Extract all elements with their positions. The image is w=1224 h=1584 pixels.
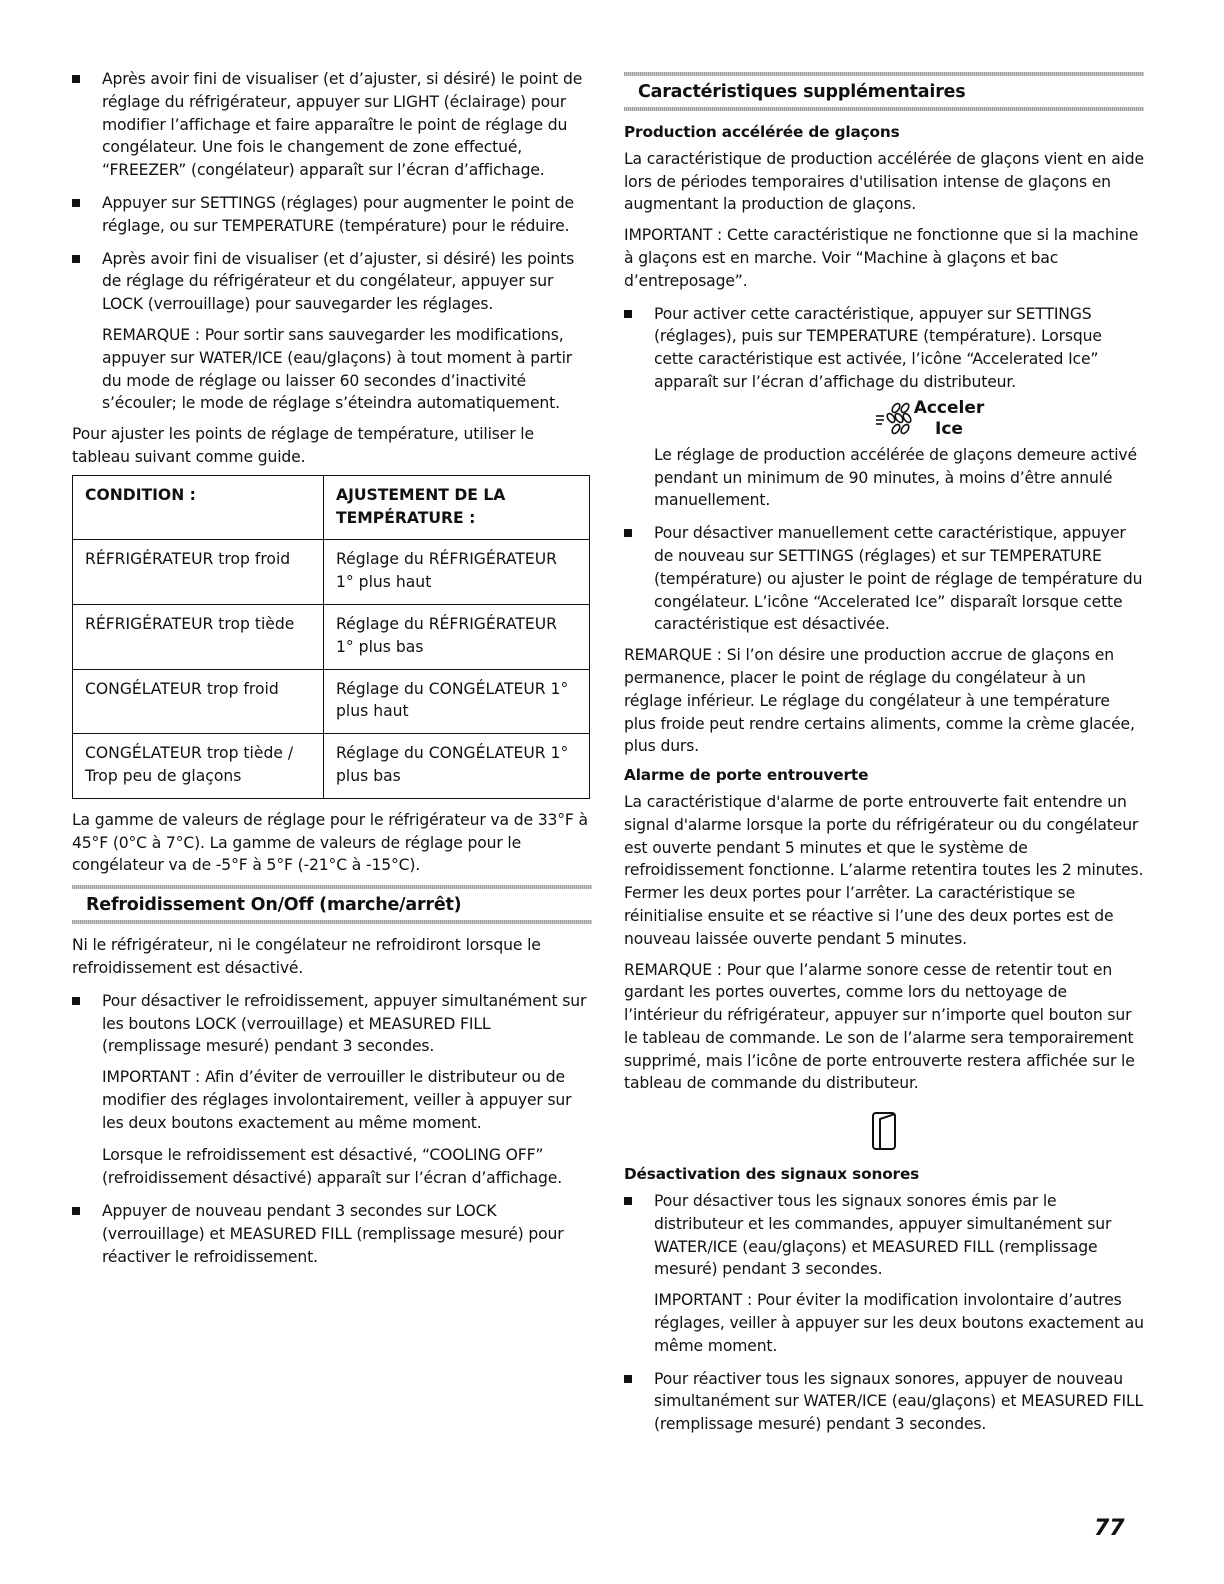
bullet-accel-ice-deactivate: Pour désactiver manuellement cette caractéristique, appuyer de nouveau sur SETTINGS (réglages) et sur TEMPERATURE (température) ou ajuster le point de réglage de température du congélateur. L’icône “Accelerated Ice” disparaît lorsque cette caractéristique est désactivée. [624, 522, 1144, 636]
table-row [73, 669, 590, 734]
cell-condition: RÉFRIGÉRATEUR trop tiède [73, 604, 324, 669]
bullet-settings-temperature: Appuyer sur SETTINGS (réglages) pour augmenter le point de réglage, ou sur TEMPERATURE (température) pour le réduire. [72, 192, 592, 238]
cooling-off-note: Lorsque le refroidissement est désactivé, “COOLING OFF” (refroidissement désactivé) apparaît sur l’écran d’affichage. [102, 1146, 562, 1188]
cell-condition: CONGÉLATEUR trop froid [73, 669, 324, 734]
cell-adjustment: Réglage du CONGÉLATEUR 1° plus haut [324, 669, 590, 734]
page-number: 77 [1094, 1516, 1125, 1541]
right-column [624, 68, 1144, 1446]
bullet-accel-ice-activate: Pour activer cette caractéristique, appuyer sur SETTINGS (réglages), puis sur TEMPERATURE (température). Lorsque cette caractéristique est activée, l’icône “Accelerated Ice” apparaît sur l’écran d’affichage du distributeur. [624, 303, 1144, 394]
accel-ice-important: IMPORTANT : Cette caractéristique ne fonctionne que si la machine à glaçons est en marche. Voir “Machine à glaçons et bac d’entreposage”. [624, 226, 1139, 290]
table-row [73, 734, 590, 799]
bullet-cooling-disable: Pour désactiver le refroidissement, appuyer simultanément sur les boutons LOCK (verrouillage) et MEASURED FILL (remplissage mesuré) pendant 3 secondes. [72, 990, 592, 1058]
door-ajar-icon [871, 1111, 897, 1151]
left-column [72, 68, 592, 1278]
subhead-door-alarm: Alarme de porte entrouverte [624, 766, 869, 785]
ice-cubes-icon [874, 401, 914, 437]
sounds-important: IMPORTANT : Pour éviter la modification involontaire d’autres réglages, veiller à appuyer sur les deux boutons exactement au même moment. [654, 1291, 1144, 1355]
header-adjustment: AJUSTEMENT DE LA TEMPÉRATURE : [324, 475, 590, 540]
section-header-features [624, 72, 1144, 111]
section-title-cooling: Refroidissement On/Off (marche/arrêt) [86, 895, 462, 916]
door-alarm-remarque: REMARQUE : Pour que l’alarme sonore cesse de retentir tout en gardant les portes ouvertes, comme lors du nettoyage de l’intérieur du réfrigérateur, appuyer sur n’importe quel bouton sur le tableau de commande. Le son de l’alarme sera temporairement supprimé, mais l’icône de porte entrouverte restera affichée sur le tableau de commande du distributeur. [624, 960, 1135, 1093]
cell-condition: RÉFRIGÉRATEUR trop froid [73, 540, 324, 605]
bullet-freezer-display: Après avoir fini de visualiser (et d’ajuster, si désiré) le point de réglage du réfrigérateur, appuyer sur LIGHT (éclairage) pour modifier l’affichage et faire apparaître le point de réglage du congélateur. Une fois le changement de zone effectué, “FREEZER” (congélateur) apparaît sur l’écran d’affichage. [72, 68, 592, 182]
table-intro: Pour ajuster les points de réglage de température, utiliser le tableau suivant comme guide. [72, 425, 534, 466]
cell-adjustment: Réglage du RÉFRIGÉRATEUR 1° plus bas [324, 604, 590, 669]
setpoint-range-text: La gamme de valeurs de réglage pour le réfrigérateur va de 33°F à 45°F (0°C à 7°C). La gamme de valeurs de réglage pour le congélateur va de -5°F à 5°F (-21°C à -15°C). [72, 810, 588, 875]
cell-adjustment: Réglage du CONGÉLATEUR 1° plus bas [324, 734, 590, 799]
accel-label-line2: Ice [935, 418, 963, 439]
door-alarm-body: La caractéristique d'alarme de porte entrouverte fait entendre un signal d'alarme lorsque la porte du réfrigérateur ou du congélateur est ouverte pendant 5 minutes et que le système de refroidissement fonctionne. L’alarme retentira toutes les 2 minutes. Fermer les deux portes pour l’arrêter. La caractéristique se réinitialise ensuite et se réactive si l’une des deux portes est de nouveau laissée ouverte pendant 5 minutes. [624, 792, 1144, 948]
temperature-adjustment-table [72, 475, 590, 799]
table-row [73, 540, 590, 605]
bullet-lock-save: Après avoir fini de visualiser (et d’ajuster, si désiré) les points de réglage du réfrigérateur et du congélateur, appuyer sur LOCK (verrouillage) pour sauvegarder les réglages. [72, 248, 592, 316]
accelerated-ice-indicator [714, 398, 1144, 440]
important-cooling: IMPORTANT : Afin d’éviter de verrouiller le distributeur ou de modifier des réglages involontairement, veiller à appuyer sur les deux boutons exactement au même moment. [102, 1068, 572, 1132]
accelerated-ice-label [914, 398, 985, 440]
bullet-cooling-reactivate: Appuyer de nouveau pendant 3 secondes sur LOCK (verrouillage) et MEASURED FILL (remplissage mesuré) pour réactiver le refroidissement. [72, 1200, 592, 1268]
section-title-features: Caractéristiques supplémentaires [638, 82, 966, 102]
bullet-sounds-disable: Pour désactiver tous les signaux sonores émis par le distributeur et les commandes, appuyer simultanément sur WATER/ICE (eau/glaçons) et MEASURED FILL (remplissage mesuré) pendant 3 secondes. [624, 1190, 1144, 1281]
accel-ice-remarque: REMARQUE : Si l’on désire une production accrue de glaçons en permanence, placer le point de réglage du congélateur à un réglage inférieur. Le réglage du congélateur à une température plus froide peut rendre certains aliments, comme la crème glacée, plus durs. [624, 646, 1135, 756]
subhead-accelerated-ice: Production accélérée de glaçons [624, 123, 900, 141]
header-condition: CONDITION : [73, 475, 324, 540]
subhead-sounds: Désactivation des signaux sonores [624, 1165, 920, 1184]
table-header-row [73, 475, 590, 540]
accel-label-line1: Acceler [913, 397, 985, 418]
cell-condition: CONGÉLATEUR trop tiède / Trop peu de glaçons [73, 734, 324, 799]
cooling-intro: Ni le réfrigérateur, ni le congélateur ne refroidiront lorsque le refroidissement est désactivé. [72, 936, 541, 977]
door-ajar-icon-wrap [624, 1111, 1144, 1151]
accel-ice-intro: La caractéristique de production accélérée de glaçons vient en aide lors de périodes temporaires d'utilisation intense de glaçons en augmentant la production de glaçons. [624, 149, 1144, 214]
table-row [73, 604, 590, 669]
section-header-cooling [72, 885, 592, 924]
cell-adjustment: Réglage du RÉFRIGÉRATEUR 1° plus haut [324, 540, 590, 605]
bullet-sounds-reactivate: Pour réactiver tous les signaux sonores, appuyer de nouveau simultanément sur WATER/ICE (eau/glaçons) et MEASURED FILL (remplissage mesuré) pendant 3 secondes. [624, 1368, 1144, 1436]
remarque-exit: REMARQUE : Pour sortir sans sauvegarder les modifications, appuyer sur WATER/ICE (eau/glaçons) à tout moment à partir du mode de réglage ou laisser 60 secondes d’inactivité s’écouler; le mode de réglage s’éteindra automatiquement. [102, 325, 573, 413]
accel-ice-duration: Le réglage de production accélérée de glaçons demeure activé pendant un minimum de 90 minutes, à moins d’être annulé manuellement. [654, 445, 1137, 510]
